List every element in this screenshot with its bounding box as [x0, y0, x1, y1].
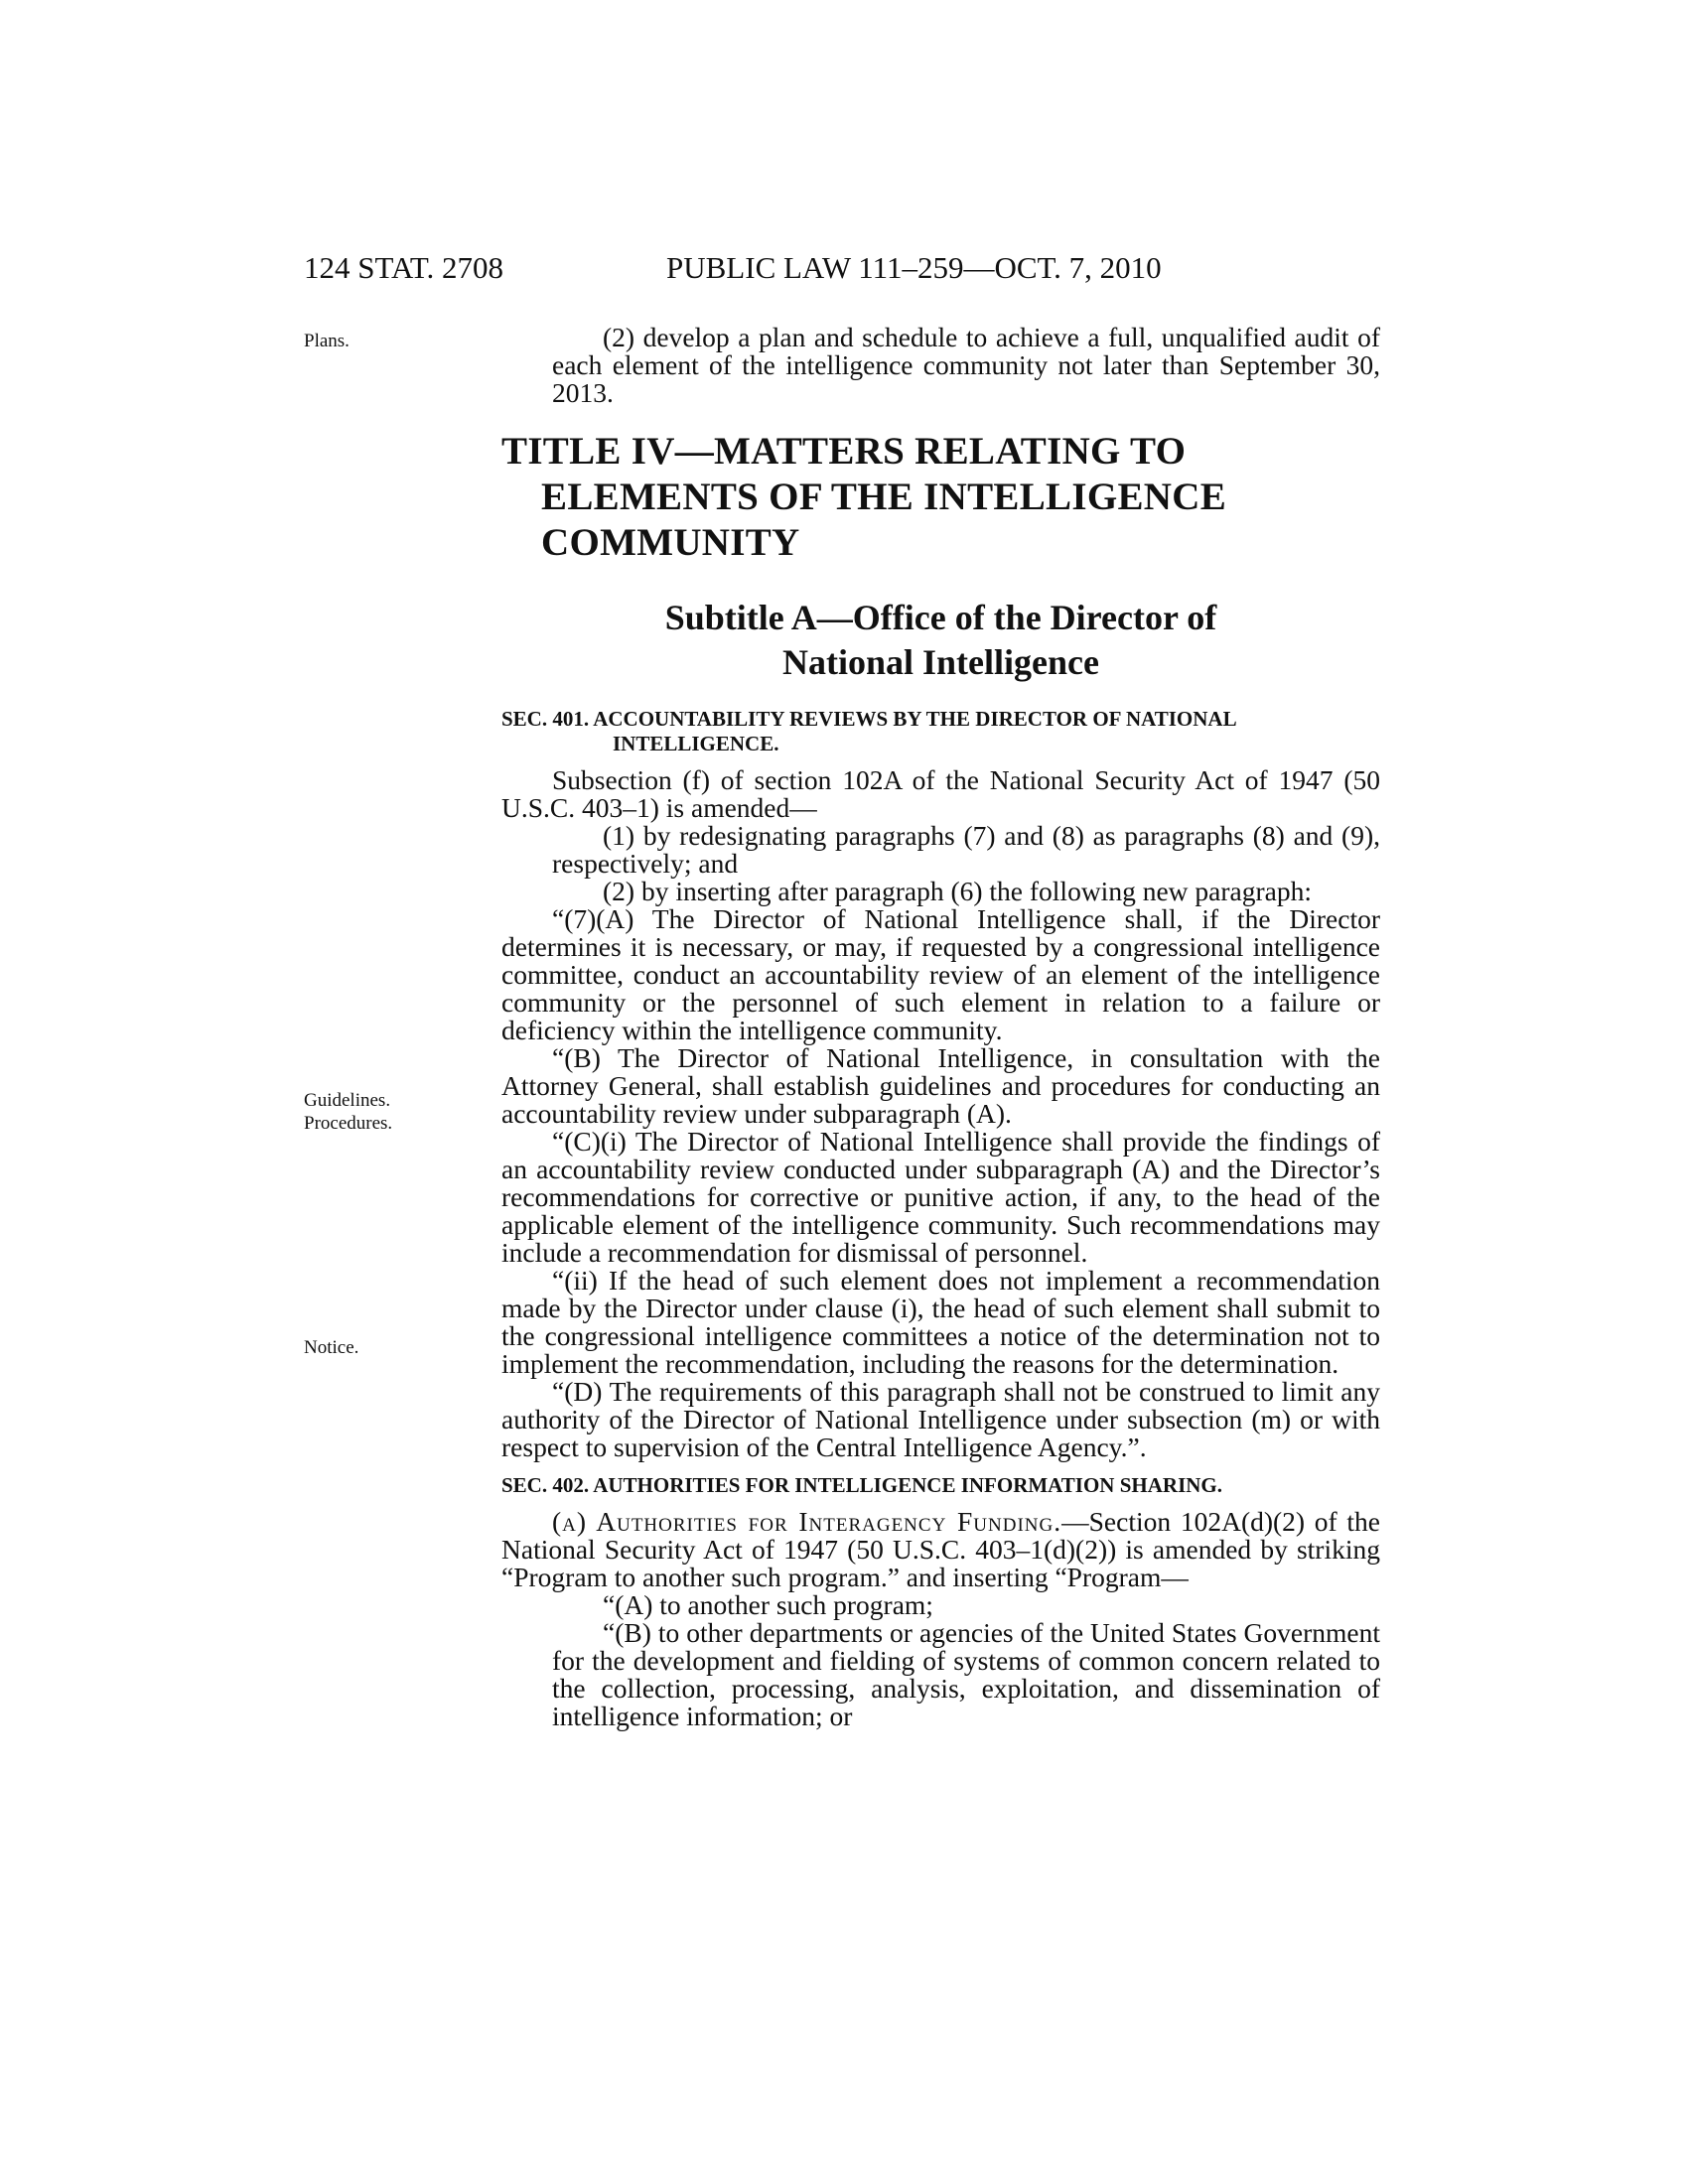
section-401-subparagraph-b: “(B) The Director of National Intelligence, in consultation with the Attorney General, shall establish guidelines and procedures for conducting an accountability review under subparagraph (A). — [501, 1042, 1380, 1129]
section-401-heading: SEC. 401. ACCOUNTABILITY REVIEWS BY THE DIRECTOR OF NATIONAL INTELLIGENCE. — [501, 707, 1236, 755]
plan-paragraph: (2) develop a plan and schedule to achieve a full, unqualified audit of each element of the intelligence community not later than September 30, 2013. — [552, 322, 1380, 408]
section-402-heading: SEC. 402. AUTHORITIES FOR INTELLIGENCE INFORMATION SHARING. — [501, 1473, 1222, 1497]
section-402-item-b: “(B) to other departments or agencies of the United States Government for the development and fielding of systems of common concern related to the collection, processing, analysis, exploitation, and dissemination of intelligence information; or — [552, 1617, 1380, 1731]
public-law-citation: PUBLIC LAW 111–259—OCT. 7, 2010 — [666, 250, 1162, 285]
subsection-a-heading: (a) Authorities for Interagency Funding. — [552, 1506, 1062, 1537]
section-401-subparagraph-ci: “(C)(i) The Director of National Intelligence shall provide the findings of an accountability review conducted under subparagraph (A) and the Director’s recommendations for corrective or punitive action, if any, to the head of the applicable element of the intelligence community. Such recommendations may include a recommendation for dismissal of personnel. — [501, 1126, 1380, 1268]
running-head — [304, 248, 1381, 288]
subtitle-heading — [501, 596, 1380, 685]
title-text: TITLE IV—MATTERS RELATING TO ELEMENTS OF THE INTELLIGENCE COMMUNITY — [501, 430, 1227, 564]
section-401-subparagraph-d: “(D) The requirements of this paragraph shall not be construed to limit any authority of the Director of National Intelligence under subsection (m) or with respect to supervision of the Central Intelligence Agency.”. — [501, 1376, 1380, 1462]
section-401-clause-ii: “(ii) If the head of such element does not implement a recommendation made by the Director under clause (i), the head of such element shall submit to the congressional intelligence committees a notice of the determination not to implement the recommendation, including the reasons for the determination. — [501, 1265, 1380, 1379]
subtitle-line-1: Subtitle A—Office of the Director of — [664, 598, 1217, 637]
stat-citation: 124 STAT. 2708 — [304, 250, 504, 285]
section-401-intro: Subsection (f) of section 102A of the National Security Act of 1947 (50 U.S.C. 403–1) is amended— — [501, 764, 1380, 823]
margin-note-procedures: Procedures. — [304, 1113, 393, 1134]
subsection-a-text: —Section 102A(d)(2) of the National Security Act of 1947 (50 U.S.C. 403–1(d)(2)) is amended by striking “Program to another such program.” and inserting “Program— — [501, 1506, 1381, 1592]
section-401-paragraph-2: (2) by inserting after paragraph (6) the following new paragraph: — [603, 876, 1312, 906]
section-402-subsection-a — [501, 1508, 1380, 1591]
margin-note-notice: Notice. — [304, 1337, 359, 1358]
title-heading — [501, 429, 1380, 566]
section-401-subparagraph-7a: “(7)(A) The Director of National Intelligence shall, if the Director determines it is necessary, or may, if requested by a congressional intelligence committee, conduct an accountability review of an element of the intelligence community or the personnel of such element in relation to a failure or deficiency within the intelligence community. — [501, 903, 1380, 1045]
section-401-paragraph-1: (1) by redesignating paragraphs (7) and (8) as paragraphs (8) and (9), respectively; and — [552, 820, 1380, 879]
subtitle-line-2: National Intelligence — [782, 642, 1099, 682]
margin-note-guidelines: Guidelines. — [304, 1090, 391, 1111]
section-402-item-a: “(A) to another such program; — [603, 1589, 933, 1620]
margin-note-plans: Plans. — [304, 331, 350, 351]
document-body — [501, 324, 1380, 1730]
